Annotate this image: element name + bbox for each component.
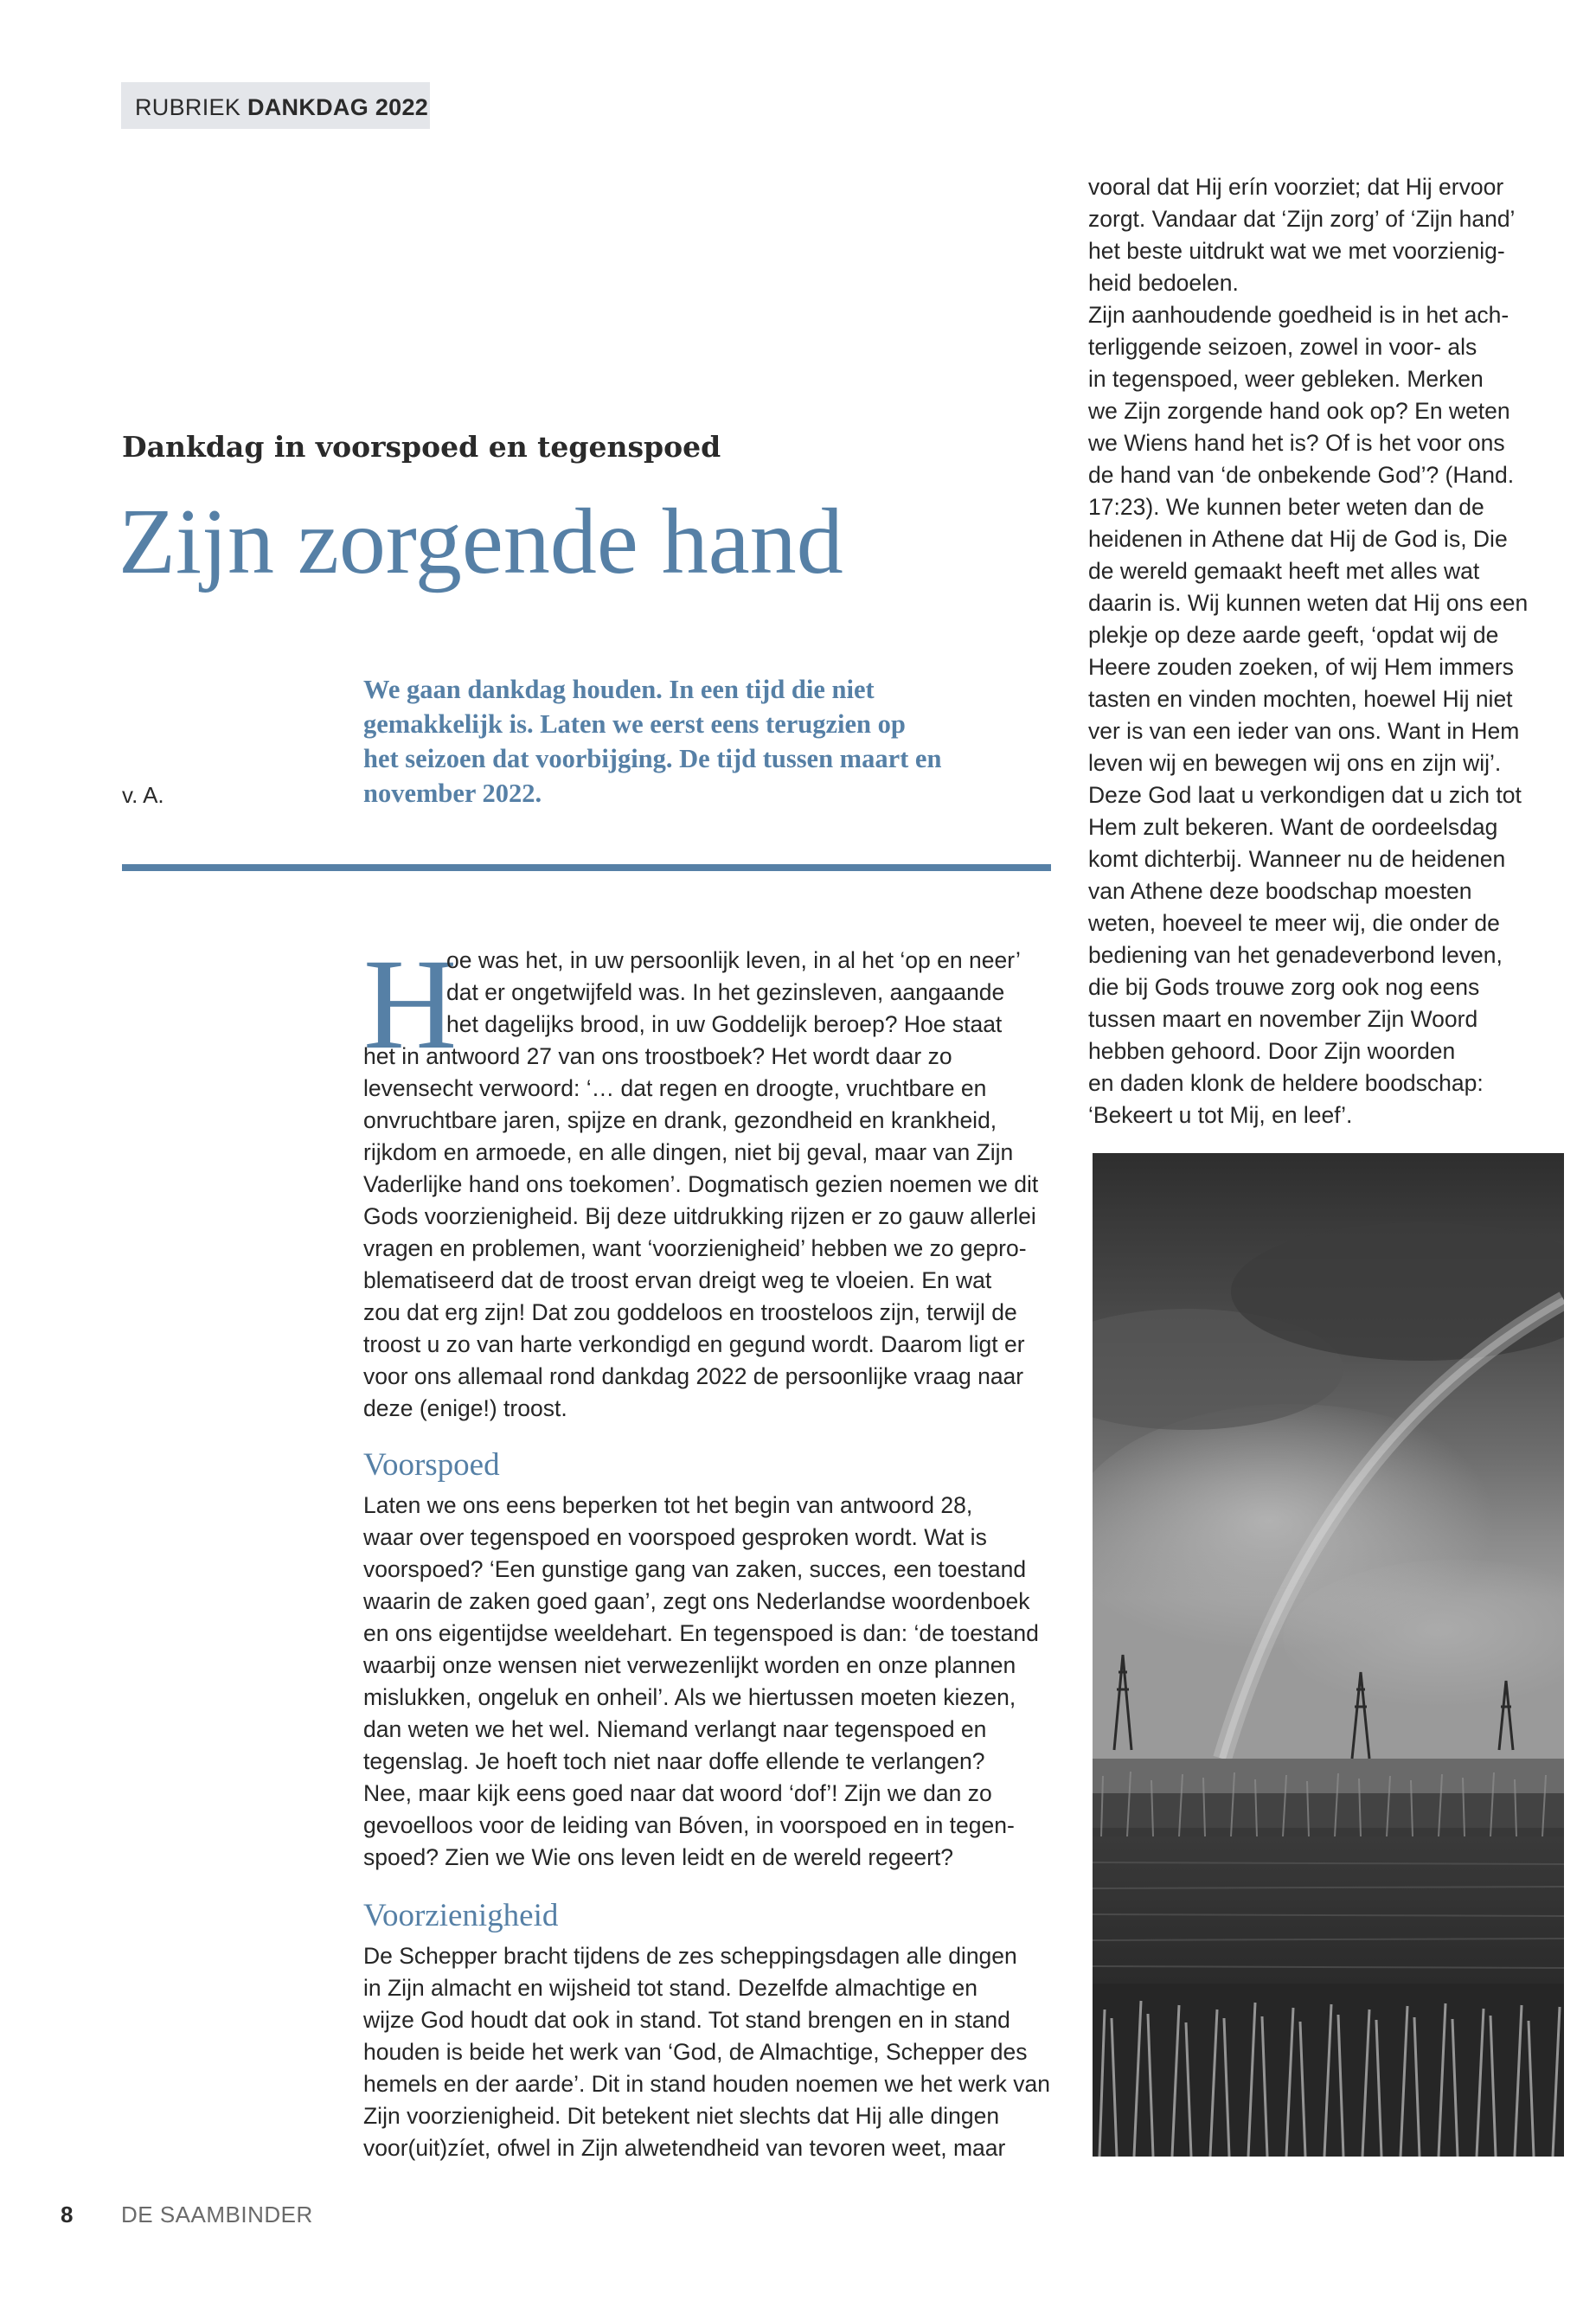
text-line: Vaderlijke hand ons toekomen’. Dogmatisch gezien noemen we dit — [363, 1171, 1039, 1197]
text-line: voor(uit)zíet, ofwel in Zijn alwetendheid van tevoren weet, maar — [363, 2135, 1006, 2161]
section-tag — [121, 82, 430, 129]
text-line: in Zijn almacht en wijsheid tot stand. Dezelfde almachtige en — [363, 1975, 977, 2001]
text-line: voorspoed? ‘Een gunstige gang van zaken, succes, een toestand — [363, 1556, 1027, 1582]
rainbow-landscape-photo — [1093, 1153, 1564, 2157]
text-line: Nee, maar kijk eens goed naar dat woord ‘dof’! Zijn we dan zo — [363, 1780, 992, 1806]
text-line: Zijn voorzienigheid. Dit betekent niet slechts dat Hij alle dingen — [363, 2103, 1000, 2129]
text-line: De Schepper bracht tijdens de zes scheppingsdagen alle dingen — [363, 1943, 1017, 1969]
text-line: bediening van het genadeverbond leven, — [1088, 942, 1503, 968]
section-tag-label: RUBRIEK — [135, 94, 241, 120]
text-line: voor ons allemaal rond dankdag 2022 de persoonlijke vraag naar — [363, 1363, 1024, 1389]
text-line: tasten en vinden mochten, hoewel Hij niet — [1088, 686, 1513, 712]
page-number: 8 — [61, 2202, 74, 2227]
text-line: die bij Gods trouwe zorg ook nog eens — [1088, 974, 1480, 1000]
text-line: vooral dat Hij erín voorziet; dat Hij ervoor — [1088, 174, 1504, 200]
text-line: weten, hoeveel te meer wij, die onder de — [1088, 910, 1500, 936]
text-line: troost u zo van harte verkondigd en gegund wordt. Daarom ligt er — [363, 1331, 1025, 1357]
text-line: zou dat erg zijn! Dat zou goddeloos en troosteloos zijn, terwijl de — [363, 1299, 1017, 1325]
text-line: Gods voorzienigheid. Bij deze uitdrukking rijzen er zo gauw allerlei — [363, 1203, 1036, 1229]
drop-cap: H — [363, 933, 458, 1076]
text-line: heidenen in Athene dat Hij de God is, Die — [1088, 526, 1508, 552]
text-line: spoed? Zien we Wie ons leven leidt en de wereld regeert? — [363, 1844, 954, 1870]
text-line: ver is van een ieder van ons. Want in Hem — [1088, 718, 1520, 744]
divider-rule — [122, 864, 1051, 871]
article-headline: Zijn zorgende hand — [119, 490, 843, 593]
intro-line: november 2022. — [363, 779, 542, 808]
author-byline: v. A. — [122, 782, 164, 808]
paragraph-3 — [363, 1940, 1055, 2164]
text-line: tegenslag. Je hoeft toch niet naar doffe ellende te verlangen? — [363, 1748, 985, 1774]
subheading-voorzienigheid: Voorzienigheid — [363, 1898, 559, 1933]
text-line: en ons eigentijdse weeldehart. En tegenspoed is dan: ‘de toestand — [363, 1620, 1039, 1646]
intro-lead — [363, 672, 1055, 811]
text-line: dat er ongetwijfeld was. In het gezinsleven, aangaande — [446, 979, 1005, 1005]
text-line: het dagelijks brood, in uw Goddelijk beroep? Hoe staat — [446, 1011, 1003, 1037]
text-line: blematiseerd dat de troost ervan dreigt weg te vloeien. En wat — [363, 1267, 992, 1293]
text-line: daarin is. Wij kunnen weten dat Hij ons een — [1088, 590, 1529, 616]
text-line: gevoelloos voor de leiding van Bóven, in voorspoed en in tegen- — [363, 1812, 1015, 1838]
text-line: komt dichterbij. Wanneer nu de heidenen — [1088, 846, 1506, 872]
text-line: Zijn aanhoudende goedheid is in het ach- — [1088, 302, 1509, 328]
text-line: Hem zult bekeren. Want de oordeelsdag — [1088, 814, 1498, 840]
subheading-voorspoed: Voorspoed — [363, 1447, 500, 1483]
text-line: terliggende seizoen, zowel in voor- als — [1088, 334, 1477, 360]
text-line: leven wij en bewegen wij ons en zijn wij’. — [1088, 750, 1502, 776]
text-line: deze (enige!) troost. — [363, 1395, 567, 1421]
text-line: ‘Bekeert u tot Mij, en leef’. — [1088, 1102, 1353, 1128]
text-line: rijkdom en armoede, en alle dingen, niet bij geval, maar van Zijn — [363, 1139, 1014, 1165]
main-column — [363, 945, 1055, 1425]
text-line: vragen en problemen, want ‘voorzienigheid’ hebben we zo gepro- — [363, 1235, 1027, 1261]
publication-name: DE SAAMBINDER — [121, 2202, 313, 2227]
article-kicker: Dankdag in voorspoed en tegenspoed — [122, 430, 721, 464]
text-line: heid bedoelen. — [1088, 270, 1239, 296]
text-line: oe was het, in uw persoonlijk leven, in al het ‘op en neer’ — [446, 947, 1021, 973]
text-line: mislukken, ongeluk en onheil’. Als we hiertussen moeten kiezen, — [363, 1684, 1016, 1710]
text-line: het in antwoord 27 van ons troostboek? Het wordt daar zo — [363, 1043, 952, 1069]
text-line: houden is beide het werk van ‘God, de Almachtige, Schepper des — [363, 2039, 1028, 2065]
intro-line: gemakkelijk is. Laten we eerst eens terugzien op — [363, 709, 906, 739]
text-line: waarin de zaken goed gaan’, zegt ons Nederlandse woordenboek — [363, 1588, 1030, 1614]
intro-line: het seizoen dat voorbijging. De tijd tussen maart en — [363, 744, 942, 773]
text-line: waar over tegenspoed en voorspoed gesproken wordt. Wat is — [363, 1524, 987, 1550]
text-line: Heere zouden zoeken, of wij Hem immers — [1088, 654, 1514, 680]
text-line: in tegenspoed, weer gebleken. Merken — [1088, 366, 1484, 392]
text-line: we Zijn zorgende hand ook op? En weten — [1088, 398, 1510, 424]
text-line: hebben gehoord. Door Zijn woorden — [1088, 1038, 1456, 1064]
text-line: onvruchtbare jaren, spijze en drank, gezondheid en krankheid, — [363, 1107, 997, 1133]
text-line: waarbij onze wensen niet verwezenlijkt worden en onze plannen — [363, 1652, 1016, 1678]
text-line: en daden klonk de heldere boodschap: — [1088, 1070, 1484, 1096]
text-line: het beste uitdrukt wat we met voorzienig- — [1088, 238, 1505, 264]
text-line: levensecht verwoord: ‘… dat regen en droogte, vruchtbare en — [363, 1075, 987, 1101]
text-line: zorgt. Vandaar dat ‘Zijn zorg’ of ‘Zijn hand’ — [1088, 206, 1516, 232]
text-line: de wereld gemaakt heeft met alles wat — [1088, 558, 1480, 584]
text-line: 17:23). We kunnen beter weten dan de — [1088, 494, 1484, 520]
right-column — [1088, 171, 1573, 1131]
photo-illustration — [1093, 1153, 1564, 2157]
paragraph-1 — [363, 945, 1055, 1425]
text-line: dan weten we het wel. Niemand verlangt naar tegenspoed en — [363, 1716, 987, 1742]
text-line: tussen maart en november Zijn Woord — [1088, 1006, 1478, 1032]
text-line: wijze God houdt dat ook in stand. Tot stand brengen en in stand — [363, 2007, 1010, 2033]
intro-line: We gaan dankdag houden. In een tijd die niet — [363, 675, 875, 704]
text-line: plekje op deze aarde geeft, ‘opdat wij de — [1088, 622, 1499, 648]
text-line: de hand van ‘de onbekende God’? (Hand. — [1088, 462, 1515, 488]
section-tag-name: DANKDAG 2022 — [247, 94, 429, 120]
text-line: Laten we ons eens beperken tot het begin van antwoord 28, — [363, 1492, 973, 1518]
text-line: Deze God laat u verkondigen dat u zich tot — [1088, 782, 1522, 808]
paragraph-2 — [363, 1490, 1055, 1874]
text-line: hemels en der aarde’. Dit in stand houden noemen we het werk van — [363, 2071, 1051, 2097]
text-line: we Wiens hand het is? Of is het voor ons — [1088, 430, 1505, 456]
text-line: van Athene deze boodschap moesten — [1088, 878, 1472, 904]
